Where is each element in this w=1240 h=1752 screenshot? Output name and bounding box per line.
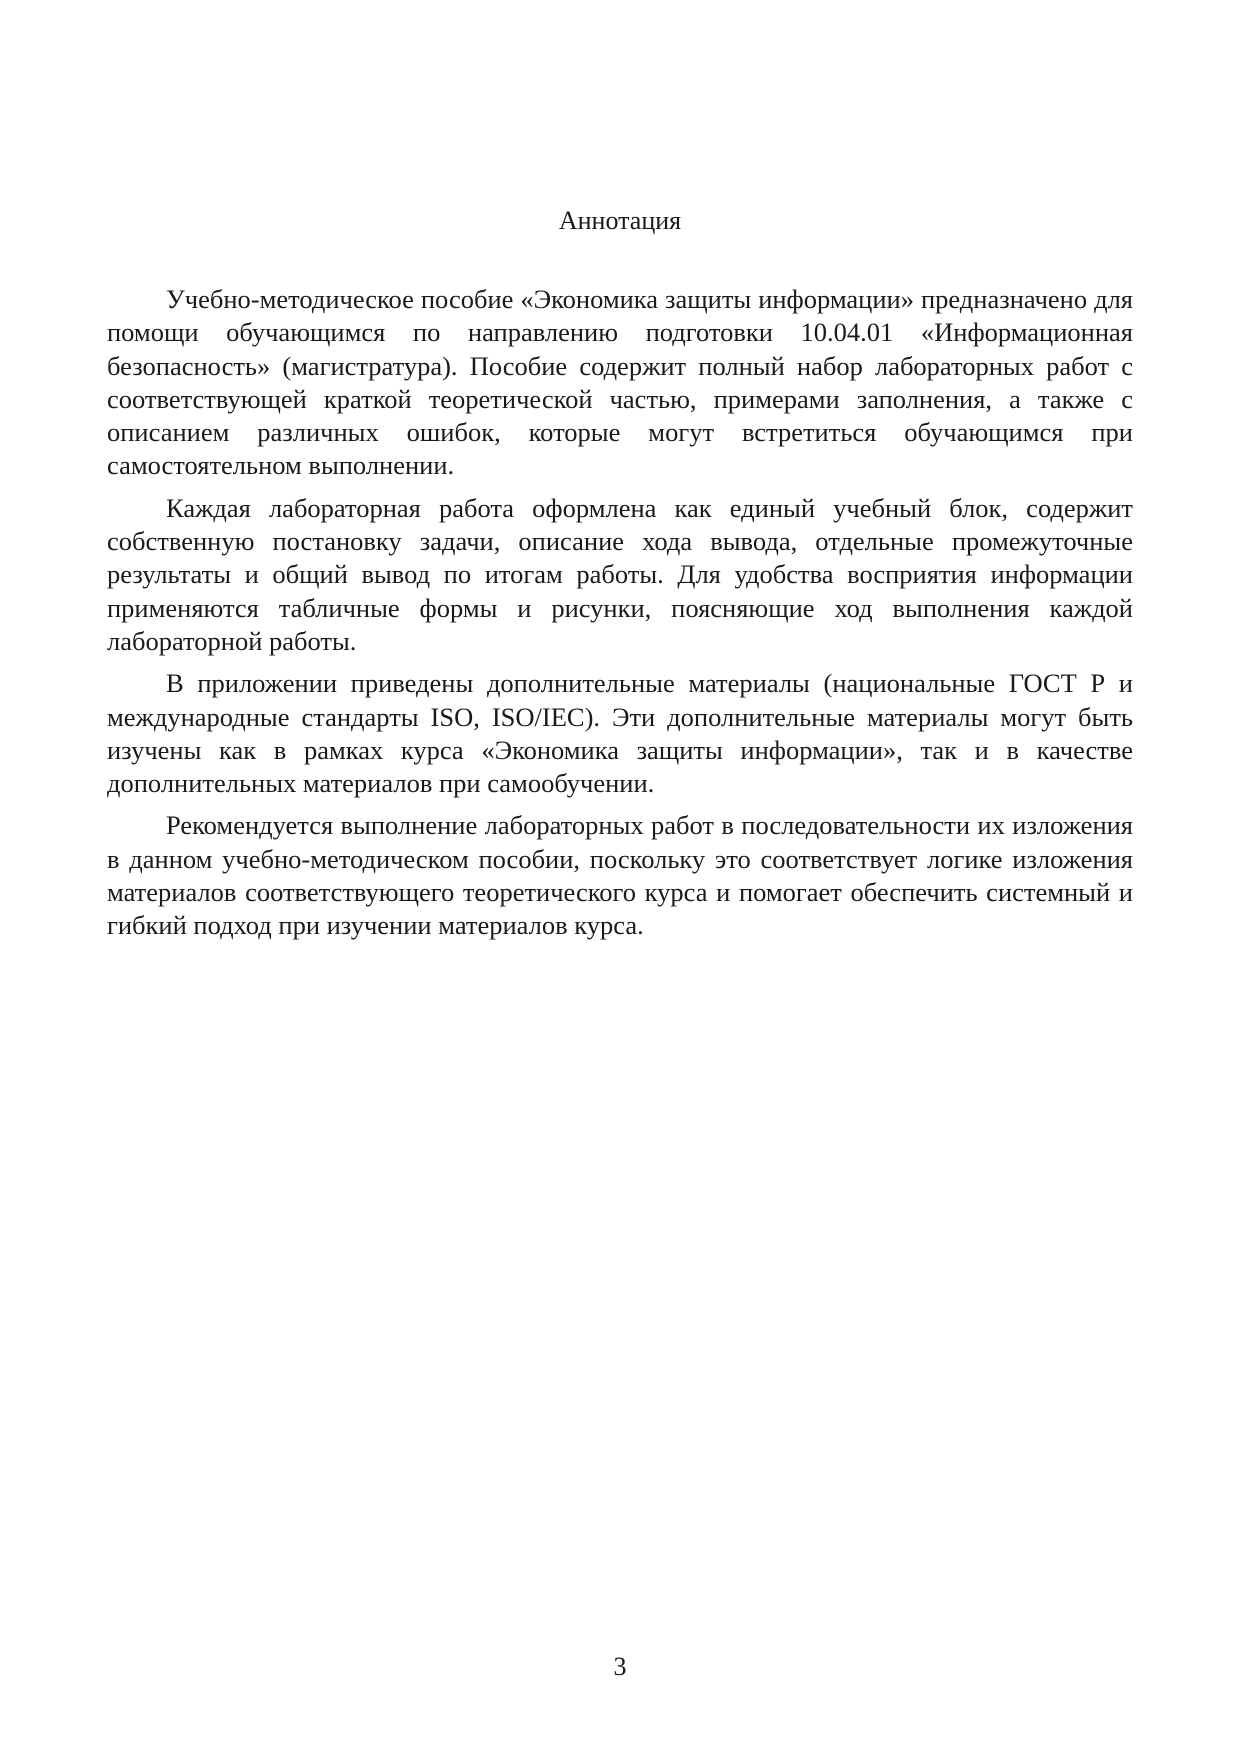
paragraph-2: Каждая лабораторная работа оформлена как единый учебный блок, содержит собственную постановку задачи, описание хода вывода, отдельные промежуточные результаты и общий вывод по итогам работы. Для удобства восприятия информации применяются табличные формы и рисунки, поясняющие ход выполнения каждой лабораторной работы. (107, 492, 1133, 656)
page-number: 3 (613, 1652, 627, 1681)
paragraph-3: В приложении приведены дополнительные материалы (национальные ГОСТ Р и международные стандарты ISO, ISO/IEC). Эти дополнительные материалы могут быть изучены как в рамках курса «Экономика защиты информации», так и в качестве дополнительных материалов при самообучении. (107, 668, 1133, 799)
paragraph-4: Рекомендуется выполнение лабораторных работ в последовательности их изложения в данном учебно-методическом пособии, поскольку это соответствует логике изложения материалов соответствующего теоретического курса и помогает обеспечить системный и гибкий подход при изучении материалов курса. (107, 810, 1133, 941)
annotation-body (107, 283, 1133, 952)
page-title: Аннотация (558, 206, 682, 235)
paragraph-1: Учебно-методическое пособие «Экономика защиты информации» предназначено для помощи обучающимся по направлению подготовки 10.04.01 «Информационная безопасность» (магистратура). Пособие содержит полный набор лабораторных работ с соответствующей краткой теоретической частью, примерами заполнения, а также с описанием различных ошибок, которые могут встретиться обучающимся при самостоятельном выполнении. (107, 284, 1133, 481)
